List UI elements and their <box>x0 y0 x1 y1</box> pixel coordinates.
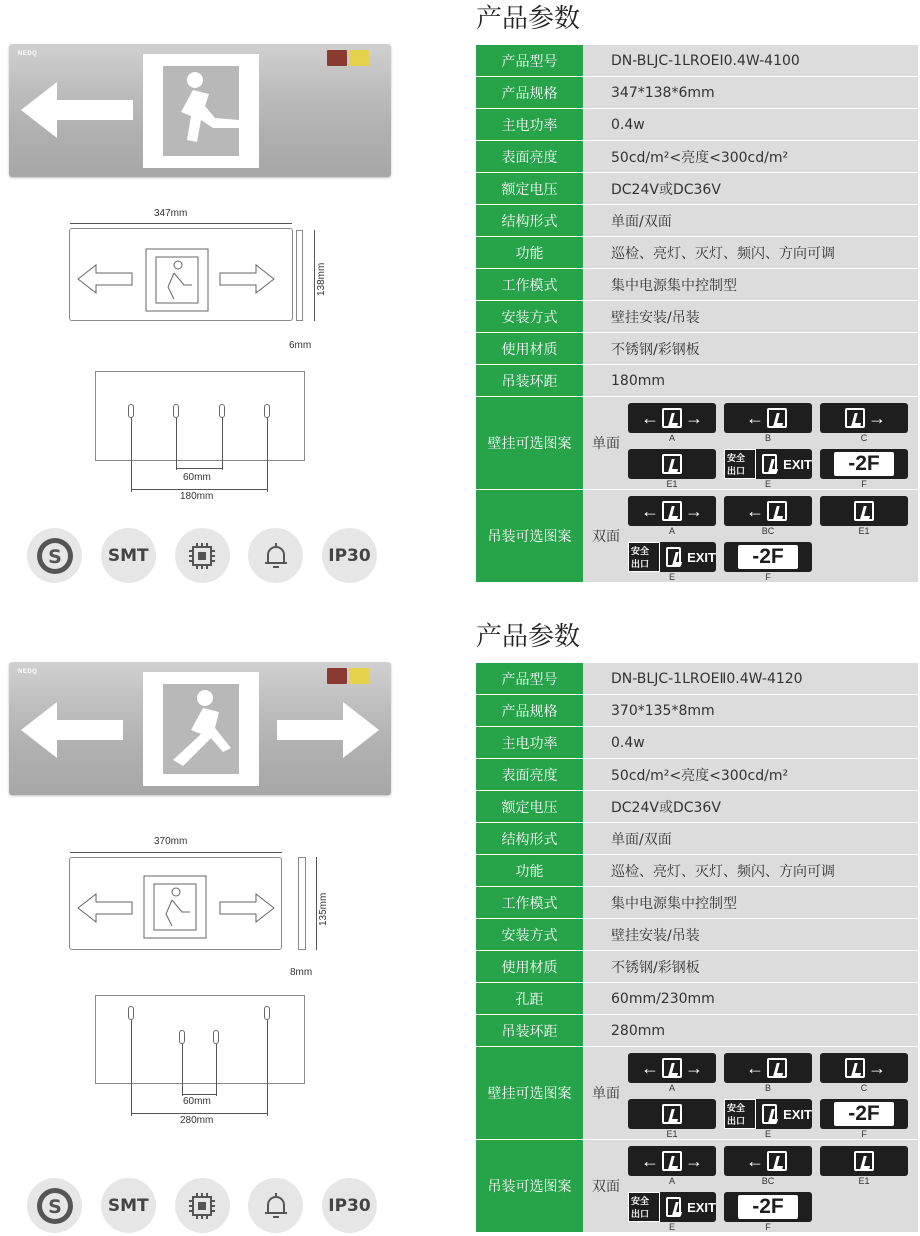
section-heading: 产品参数 <box>476 4 581 34</box>
left-arrow-icon <box>21 82 133 138</box>
spec-value: 50cd/m²<亮度<300cd/m² <box>611 767 789 784</box>
running-man-icon <box>845 1058 865 1078</box>
pattern-caption: E1 <box>666 479 678 489</box>
spec-value: 集中电源集中控制型 <box>611 277 737 294</box>
sign-pattern-right <box>820 403 908 433</box>
pattern-caption: E <box>668 572 675 582</box>
pattern-caption: A <box>668 526 675 536</box>
dim-tick <box>131 1020 132 1116</box>
spec-row <box>476 726 918 758</box>
safe-exit-text: 安全出口 <box>724 1099 756 1129</box>
height-dimension: 135mm <box>318 892 329 926</box>
pattern-caption: E1 <box>858 1176 870 1186</box>
s-cert-icon <box>27 528 82 583</box>
right-arrow-icon: → <box>685 408 703 428</box>
spec-row <box>476 854 918 886</box>
qr-badge-icon <box>349 668 369 684</box>
sign-pattern-both <box>628 403 716 433</box>
left-arrow-icon: ← <box>641 1058 659 1078</box>
dim-tick <box>216 1044 217 1096</box>
hang-dim-line <box>131 489 267 490</box>
spec-label: 结构形式 <box>476 205 583 236</box>
dim-tick <box>131 418 132 492</box>
spec-value: DC24V或DC36V <box>611 181 721 198</box>
pattern-caption: A <box>668 433 675 443</box>
spec-label: 安装方式 <box>476 301 583 332</box>
spec-label: 安装方式 <box>476 919 583 950</box>
spec-label: 壁挂可选图案 <box>476 397 583 489</box>
spec-row <box>476 950 918 982</box>
spec-value: 0.4w <box>611 116 645 133</box>
depth-dimension: 6mm <box>289 340 312 351</box>
spec-row <box>476 790 918 822</box>
spec-row <box>476 44 918 76</box>
sign-pattern-floor <box>820 449 908 479</box>
hook-icon <box>179 1030 185 1044</box>
hook-icon <box>264 404 270 418</box>
left-arrow-icon: ← <box>641 501 659 521</box>
floor-text: -2F <box>738 545 798 569</box>
spec-row <box>476 332 918 364</box>
spec-value: 0.4w <box>611 734 645 751</box>
safe-exit-text: 安全出口 <box>628 1192 660 1222</box>
sign-pattern-exit <box>628 542 716 572</box>
dim-tick <box>267 1020 268 1116</box>
hook-icon <box>219 404 225 418</box>
spec-row <box>476 108 918 140</box>
hook-icon <box>213 1030 219 1044</box>
spec-value: 巡检、亮灯、灭灯、频闪、方向可调 <box>611 863 835 880</box>
running-man-icon <box>662 501 682 521</box>
spec-label: 主电功率 <box>476 727 583 758</box>
sign-pattern-floor <box>820 1099 908 1129</box>
hook-icon <box>264 1006 270 1020</box>
running-man-icon <box>662 1104 682 1124</box>
hang-patterns-row <box>476 1139 918 1232</box>
running-man-icon <box>143 672 259 786</box>
pattern-caption: C <box>860 433 868 443</box>
sign-pattern-man <box>628 449 716 479</box>
s-cert-text: S <box>47 1195 62 1218</box>
height-dimension: 138mm <box>316 262 327 296</box>
pattern-caption: F <box>861 1129 867 1139</box>
sign-pattern-both <box>628 1146 716 1176</box>
pattern-caption: B <box>764 433 771 443</box>
exit-text: EXIT <box>783 1106 812 1122</box>
chip-icon <box>175 1178 230 1233</box>
sign-pattern-man <box>820 496 908 526</box>
spec-value: 370*135*8mm <box>611 702 715 719</box>
side-drawing <box>298 857 306 950</box>
spec-row <box>476 172 918 204</box>
hang-dimension: 280mm <box>180 1115 214 1126</box>
side-label: 单面 <box>592 436 620 452</box>
running-man-icon <box>666 1197 681 1217</box>
hole-dim-line <box>176 468 222 469</box>
feature-icons <box>27 528 377 584</box>
spec-value: 单面/双面 <box>611 213 672 230</box>
running-man-icon <box>854 501 874 521</box>
left-arrow-icon: ← <box>746 1058 764 1078</box>
spec-row <box>476 918 918 950</box>
dim-tick <box>182 1044 183 1096</box>
spec-label: 使用材质 <box>476 333 583 364</box>
chip-icon <box>175 528 230 583</box>
spec-label: 吊装环距 <box>476 1015 583 1046</box>
cert-badge-icon <box>327 50 347 66</box>
pattern-caption: E <box>764 479 771 489</box>
sign-pattern-floor <box>724 1192 812 1222</box>
hang-dim-line <box>131 1113 267 1114</box>
section-heading: 产品参数 <box>476 622 581 652</box>
spec-value: DC24V或DC36V <box>611 799 721 816</box>
spec-label: 表面亮度 <box>476 141 583 172</box>
bell-icon <box>248 528 303 583</box>
spec-value: 单面/双面 <box>611 831 672 848</box>
sign-pattern-both <box>628 496 716 526</box>
spec-value: 巡检、亮灯、灭灯、频闪、方向可调 <box>611 245 835 262</box>
spec-row <box>476 1014 918 1046</box>
floor-text: -2F <box>834 1102 894 1126</box>
floor-text: -2F <box>738 1195 798 1219</box>
bell-icon <box>248 1178 303 1233</box>
dim-tick <box>176 418 177 470</box>
spec-row <box>476 758 918 790</box>
sign-pattern-left <box>724 1053 812 1083</box>
running-man-icon <box>854 1151 874 1171</box>
spec-value: 50cd/m²<亮度<300cd/m² <box>611 149 789 166</box>
right-arrow-icon <box>277 702 379 758</box>
cert-badge-icon <box>327 668 347 684</box>
floor-text: -2F <box>834 452 894 476</box>
pattern-caption: E1 <box>666 1129 678 1139</box>
hang-dimension: 180mm <box>180 491 214 502</box>
hole-dim-line <box>182 1094 216 1095</box>
left-arrow-icon: ← <box>746 501 764 521</box>
spec-value: DN-BLJC-1LROEⅡ0.4W-4120 <box>611 670 803 687</box>
pattern-caption: BC <box>761 1176 775 1186</box>
pattern-caption: F <box>861 479 867 489</box>
spec-label: 壁挂可选图案 <box>476 1047 583 1139</box>
spec-row <box>476 982 918 1014</box>
sign-pattern-left <box>724 496 812 526</box>
front-drawing <box>69 228 293 321</box>
spec-label: 结构形式 <box>476 823 583 854</box>
exit-text: EXIT <box>687 1199 716 1215</box>
spec-table <box>476 44 918 582</box>
sign-pattern-left <box>724 1146 812 1176</box>
width-dim-line <box>70 223 292 224</box>
left-arrow-icon <box>21 702 123 758</box>
safe-exit-text: 安全出口 <box>628 542 660 572</box>
front-drawing <box>69 857 282 950</box>
spec-label: 吊装环距 <box>476 365 583 396</box>
right-arrow-icon: → <box>685 1151 703 1171</box>
spec-label: 产品规格 <box>476 695 583 726</box>
spec-label: 工作模式 <box>476 887 583 918</box>
running-man-icon <box>662 454 682 474</box>
spec-label: 孔距 <box>476 983 583 1014</box>
spec-label: 表面亮度 <box>476 759 583 790</box>
pattern-caption: F <box>765 1222 771 1232</box>
spec-value: 不锈钢/彩钢板 <box>611 959 700 976</box>
back-drawing <box>95 995 305 1084</box>
width-dim-line <box>70 852 282 853</box>
right-arrow-icon: → <box>685 501 703 521</box>
spec-row <box>476 140 918 172</box>
brand-logo: NEDQ <box>18 669 38 675</box>
brand-logo: NEDQ <box>18 51 38 57</box>
right-arrow-icon: → <box>868 408 886 428</box>
running-man-icon <box>762 454 777 474</box>
depth-dimension: 8mm <box>290 967 313 978</box>
sign-pattern-man <box>820 1146 908 1176</box>
sign-pattern-floor <box>724 542 812 572</box>
spec-label: 功能 <box>476 855 583 886</box>
running-man-icon <box>845 408 865 428</box>
smt-icon: SMT <box>101 1178 156 1233</box>
spec-label: 吊装可选图案 <box>476 1140 583 1232</box>
pattern-caption: E1 <box>858 526 870 536</box>
ip30-icon: IP30 <box>322 528 377 583</box>
spec-row <box>476 268 918 300</box>
spec-row <box>476 76 918 108</box>
spec-row <box>476 364 918 396</box>
hang-patterns-row <box>476 489 918 582</box>
spec-label: 产品规格 <box>476 77 583 108</box>
dim-tick <box>267 418 268 492</box>
product-photo <box>9 44 391 177</box>
running-man-icon <box>762 1104 777 1124</box>
ip30-icon: IP30 <box>322 1178 377 1233</box>
spec-row <box>476 300 918 332</box>
dim-tick <box>222 418 223 470</box>
pattern-caption: E <box>764 1129 771 1139</box>
spec-label: 工作模式 <box>476 269 583 300</box>
sign-pattern-left <box>724 403 812 433</box>
hole-dimension: 60mm <box>183 1096 211 1107</box>
s-cert-text: S <box>47 545 62 568</box>
pattern-caption: B <box>764 1083 771 1093</box>
right-arrow-icon: → <box>868 1058 886 1078</box>
pattern-caption: A <box>668 1176 675 1186</box>
hook-icon <box>173 404 179 418</box>
safe-exit-text: 安全出口 <box>724 449 756 479</box>
spec-table <box>476 662 918 1232</box>
qr-badge-icon <box>349 50 369 66</box>
side-label: 双面 <box>592 1179 620 1195</box>
right-arrow-icon: → <box>685 1058 703 1078</box>
spec-label: 吊装可选图案 <box>476 490 583 582</box>
spec-row <box>476 694 918 726</box>
hole-dimension: 60mm <box>183 472 211 483</box>
drawing-sign-icon <box>70 858 281 949</box>
running-man-icon <box>143 54 259 168</box>
spec-value: 60mm/230mm <box>611 990 715 1007</box>
spec-value: 壁挂安装/吊装 <box>611 309 700 326</box>
spec-row <box>476 204 918 236</box>
left-arrow-icon: ← <box>641 408 659 428</box>
spec-label: 额定电压 <box>476 791 583 822</box>
spec-value: 不锈钢/彩钢板 <box>611 341 700 358</box>
side-label: 双面 <box>592 529 620 545</box>
running-man-icon <box>767 501 787 521</box>
spec-value: 壁挂安装/吊装 <box>611 927 700 944</box>
spec-label: 使用材质 <box>476 951 583 982</box>
smt-icon: SMT <box>101 528 156 583</box>
back-drawing <box>95 371 305 461</box>
sign-pattern-right <box>820 1053 908 1083</box>
running-man-icon <box>767 1058 787 1078</box>
running-man-icon <box>767 1151 787 1171</box>
left-arrow-icon: ← <box>746 1151 764 1171</box>
hook-icon <box>128 1006 134 1020</box>
pattern-caption: C <box>860 1083 868 1093</box>
exit-text: EXIT <box>783 456 812 472</box>
running-man-icon <box>662 408 682 428</box>
product-section-1 <box>0 0 920 600</box>
pattern-caption: E <box>668 1222 675 1232</box>
exit-text: EXIT <box>687 549 716 565</box>
spec-row <box>476 662 918 694</box>
sign-pattern-man <box>628 1099 716 1129</box>
drawing-sign-icon <box>70 229 292 320</box>
wall-patterns-row <box>476 396 918 489</box>
spec-row <box>476 236 918 268</box>
spec-label: 功能 <box>476 237 583 268</box>
running-man-icon <box>662 1151 682 1171</box>
s-cert-icon <box>27 1178 82 1233</box>
spec-value: 集中电源集中控制型 <box>611 895 737 912</box>
height-dim-line <box>314 230 315 321</box>
spec-value: DN-BLJC-1LROEⅠ0.4W-4100 <box>611 52 800 69</box>
left-arrow-icon: ← <box>641 1151 659 1171</box>
sign-pattern-exit <box>628 1192 716 1222</box>
spec-label: 额定电压 <box>476 173 583 204</box>
hook-icon <box>128 404 134 418</box>
spec-label: 产品型号 <box>476 45 583 76</box>
width-dimension: 370mm <box>154 836 188 847</box>
pattern-caption: BC <box>761 526 775 536</box>
spec-label: 主电功率 <box>476 109 583 140</box>
height-dim-line <box>316 857 317 950</box>
width-dimension: 347mm <box>154 208 188 219</box>
product-section-2 <box>0 618 920 1232</box>
pattern-caption: A <box>668 1083 675 1093</box>
feature-icons <box>27 1178 377 1234</box>
running-man-icon <box>666 547 681 567</box>
spec-label: 产品型号 <box>476 663 583 694</box>
sign-pattern-exit <box>724 1099 812 1129</box>
spec-value: 180mm <box>611 372 665 389</box>
spec-row <box>476 886 918 918</box>
side-label: 单面 <box>592 1086 620 1102</box>
spec-value: 280mm <box>611 1022 665 1039</box>
pattern-caption: F <box>765 572 771 582</box>
running-man-icon <box>662 1058 682 1078</box>
sign-pattern-exit <box>724 449 812 479</box>
product-photo <box>9 662 391 795</box>
wall-patterns-row <box>476 1046 918 1139</box>
sign-pattern-both <box>628 1053 716 1083</box>
side-drawing <box>296 230 303 321</box>
spec-row <box>476 822 918 854</box>
spec-value: 347*138*6mm <box>611 84 715 101</box>
left-arrow-icon: ← <box>746 408 764 428</box>
running-man-icon <box>767 408 787 428</box>
